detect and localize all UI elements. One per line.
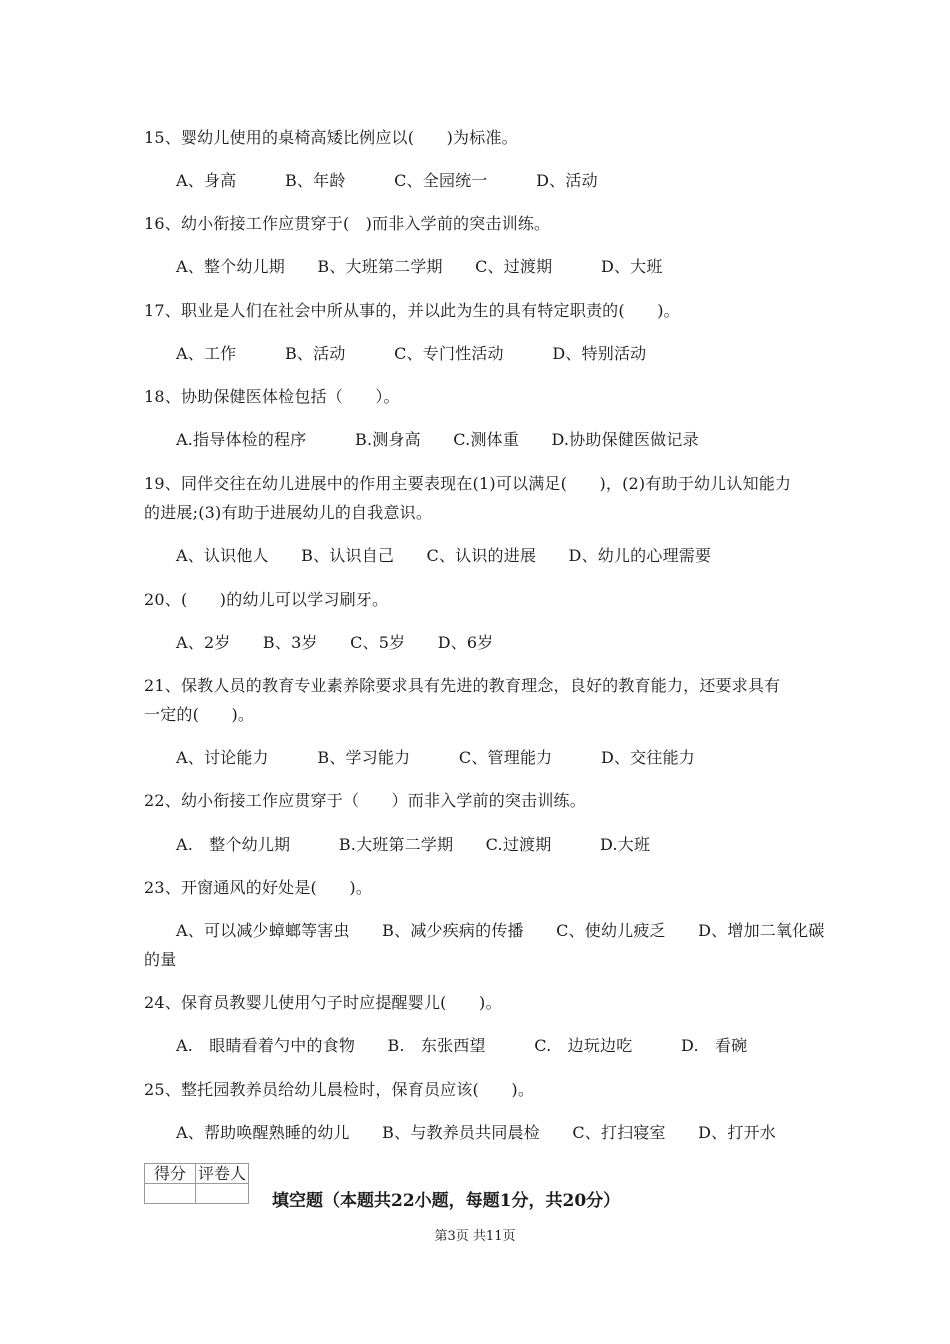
options-17: A、工作 B、活动 C、专门性活动 D、特别活动 [176,344,647,363]
question-24: 24、保育员教婴儿使用勺子时应提醒婴儿( )。 [144,993,502,1012]
question-18: 18、协助保健医体检包括（ ）。 [144,387,400,406]
score-cell [145,1184,196,1204]
question-25: 25、整托园教养员给幼儿晨检时，保育员应该( )。 [144,1080,535,1099]
question-19-line-1: 19、同伴交往在幼儿进展中的作用主要表现在(1)可以满足( )，(2)有助于幼儿认知能力 [144,474,792,493]
grader-cell [196,1184,249,1204]
options-23-continued: 的量 [144,950,177,969]
question-21-line-2: 一定的( )。 [144,705,255,724]
page-footer: 第3页 共11页 [434,1229,516,1244]
section-title: 填空题（本题共22小题，每题1分，共20分） [272,1191,621,1211]
options-25: A、帮助唤醒熟睡的幼儿 B、与教养员共同晨检 C、打扫寝室 D、打开水 [176,1123,776,1142]
options-21: A、讨论能力 B、学习能力 C、管理能力 D、交往能力 [176,748,695,767]
score-box [144,1163,249,1204]
score-label: 得分 [145,1164,196,1184]
question-15: 15、婴幼儿使用的桌椅高矮比例应以( )为标准。 [144,128,518,147]
question-22: 22、幼小衔接工作应贯穿于（ ）而非入学前的突击训练。 [144,791,586,810]
options-19: A、认识他人 B、认识自己 C、认识的进展 D、幼儿的心理需要 [176,546,712,565]
options-24: A. 眼睛看着勺中的食物 B. 东张西望 C. 边玩边吃 D. 看碗 [176,1036,748,1055]
options-23: A、可以减少蟑螂等害虫 B、减少疾病的传播 C、使幼儿疲乏 D、增加二氧化碳 [176,921,825,940]
question-23: 23、开窗通风的好处是( )。 [144,878,373,897]
question-17: 17、职业是人们在社会中所从事的，并以此为生的具有特定职责的( )。 [144,301,680,320]
options-22: A. 整个幼儿期 B.大班第二学期 C.过渡期 D.大班 [176,835,651,854]
question-16: 16、幼小衔接工作应贯穿于( )而非入学前的突击训练。 [144,214,551,233]
grader-label: 评卷人 [196,1164,249,1184]
question-21-line-1: 21、保教人员的教育专业素养除要求具有先进的教育理念，良好的教育能力，还要求具有 [144,676,781,695]
options-16: A、整个幼儿期 B、大班第二学期 C、过渡期 D、大班 [176,257,663,276]
options-15: A、身高 B、年龄 C、全园统一 D、活动 [176,171,598,190]
options-20: A、2岁 B、3岁 C、5岁 D、6岁 [176,633,494,652]
question-19-line-2: 的进展;(3)有助于进展幼儿的自我意识。 [144,503,433,522]
question-20: 20、( )的幼儿可以学习刷牙。 [144,590,389,609]
options-18: A.指导体检的程序 B.测身高 C.测体重 D.协助保健医做记录 [176,430,699,449]
